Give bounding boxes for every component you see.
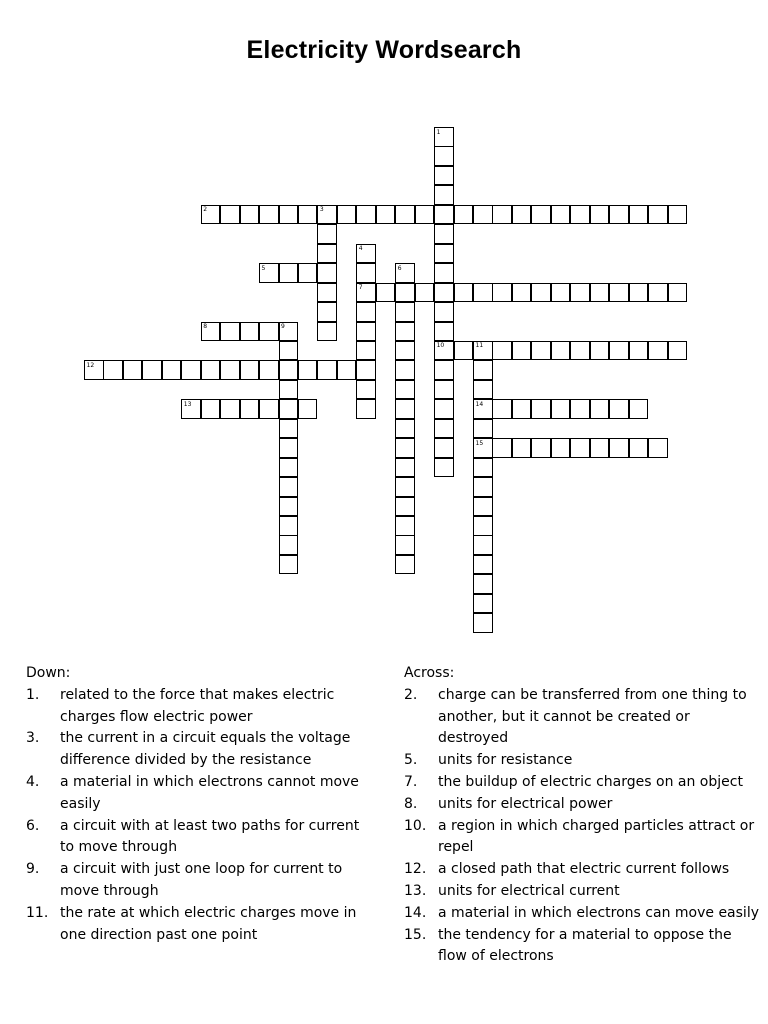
crossword-cell[interactable] xyxy=(512,283,532,303)
crossword-cell[interactable] xyxy=(434,438,454,458)
clue-item xyxy=(26,728,376,772)
clue-number-label: 11 xyxy=(475,342,484,350)
crossword-cell[interactable] xyxy=(434,263,454,283)
crossword-cell[interactable] xyxy=(473,477,493,497)
crossword-cell[interactable] xyxy=(473,574,493,594)
crossword-cell[interactable] xyxy=(395,555,415,575)
crossword-cell[interactable] xyxy=(395,380,415,400)
crossword-cell[interactable] xyxy=(434,399,454,419)
crossword-cell[interactable] xyxy=(240,205,260,225)
crossword-cell[interactable] xyxy=(259,322,279,342)
crossword-cell[interactable] xyxy=(356,263,376,283)
across-clues xyxy=(404,663,759,968)
crossword-cell[interactable] xyxy=(220,205,240,225)
clue-text: a region in which charged particles attract or repel xyxy=(438,817,755,856)
crossword-cell[interactable] xyxy=(356,380,376,400)
crossword-cell[interactable] xyxy=(434,185,454,205)
crossword-cell[interactable] xyxy=(454,283,474,303)
clue-text: a closed path that electric current follows xyxy=(438,861,730,878)
crossword-cell[interactable] xyxy=(629,205,649,225)
clue-item xyxy=(404,881,759,903)
clue-text: a circuit with just one loop for current to move through xyxy=(60,861,343,899)
crossword-cell[interactable] xyxy=(376,205,396,225)
crossword-cell[interactable] xyxy=(570,399,590,419)
crossword-cell[interactable] xyxy=(648,283,668,303)
crossword-cell[interactable] xyxy=(609,205,629,225)
crossword-cell[interactable] xyxy=(609,438,629,458)
crossword-cell[interactable] xyxy=(356,205,376,225)
crossword-cell[interactable] xyxy=(201,399,221,419)
crossword-cell[interactable] xyxy=(570,205,590,225)
crossword-cell[interactable] xyxy=(590,341,610,361)
clue-item xyxy=(404,859,759,881)
crossword-cell[interactable] xyxy=(609,283,629,303)
crossword-cell[interactable] xyxy=(395,399,415,419)
crossword-cell[interactable] xyxy=(356,322,376,342)
crossword-cell[interactable] xyxy=(240,360,260,380)
crossword-cell[interactable] xyxy=(570,283,590,303)
crossword-cell[interactable] xyxy=(590,438,610,458)
crossword-cell[interactable] xyxy=(356,360,376,380)
crossword-cell[interactable] xyxy=(512,438,532,458)
clue-number: 13. xyxy=(404,882,427,899)
crossword-cell[interactable] xyxy=(337,205,357,225)
crossword-cell[interactable] xyxy=(395,322,415,342)
clue-number: 14. xyxy=(404,904,427,921)
crossword-cell[interactable] xyxy=(317,322,337,342)
crossword-cell[interactable] xyxy=(434,380,454,400)
crossword-cell[interactable] xyxy=(512,341,532,361)
crossword-cell[interactable] xyxy=(395,341,415,361)
clue-number: 12. xyxy=(404,861,427,878)
clue-item xyxy=(26,772,376,816)
crossword-cell[interactable] xyxy=(609,399,629,419)
crossword-cell[interactable] xyxy=(356,341,376,361)
clue-number-label: 13 xyxy=(183,400,192,408)
crossword-cell[interactable] xyxy=(240,399,260,419)
crossword-cell[interactable] xyxy=(279,380,299,400)
clue-item xyxy=(26,816,376,860)
crossword-cell[interactable] xyxy=(356,302,376,322)
clue-number-label: 2 xyxy=(203,206,208,214)
crossword-cell[interactable] xyxy=(376,283,396,303)
crossword-cell[interactable] xyxy=(395,283,415,303)
crossword-cell[interactable] xyxy=(473,516,493,536)
crossword-cell[interactable] xyxy=(473,419,493,439)
clue-number-label: 7 xyxy=(358,284,363,292)
clue-text: a material in which electrons can move easily xyxy=(438,904,759,921)
crossword-cell[interactable] xyxy=(551,283,571,303)
crossword-cell[interactable] xyxy=(609,341,629,361)
crossword-cell[interactable] xyxy=(279,205,299,225)
crossword-cell[interactable] xyxy=(220,360,240,380)
crossword-cell[interactable] xyxy=(648,205,668,225)
clue-text: a circuit with at least two paths for current to move through xyxy=(60,817,360,856)
crossword-cell[interactable] xyxy=(220,399,240,419)
crossword-cell[interactable] xyxy=(395,360,415,380)
clue-number: 5. xyxy=(404,752,418,769)
crossword-cell[interactable] xyxy=(279,535,299,555)
clue-text: the buildup of electric charges on an object xyxy=(438,773,743,790)
crossword-cell[interactable] xyxy=(415,205,435,225)
crossword-cell[interactable] xyxy=(259,205,279,225)
clue-number-label: 6 xyxy=(397,264,402,272)
crossword-cell[interactable] xyxy=(570,438,590,458)
crossword-cell[interactable] xyxy=(454,341,474,361)
crossword-cell[interactable] xyxy=(590,205,610,225)
crossword-cell[interactable] xyxy=(512,205,532,225)
crossword-cell[interactable] xyxy=(317,360,337,380)
crossword-cell[interactable] xyxy=(415,283,435,303)
clue-number-label: 3 xyxy=(319,206,324,214)
crossword-cell[interactable] xyxy=(220,322,240,342)
crossword-cell[interactable] xyxy=(201,360,221,380)
clue-number-label: 15 xyxy=(475,439,484,447)
clue-number-label: 14 xyxy=(475,400,484,408)
crossword-cell[interactable] xyxy=(531,438,551,458)
clue-text: the rate at which electric charges move in one direction past one point xyxy=(60,904,357,943)
across-heading: Across: xyxy=(404,665,455,681)
crossword-cell[interactable] xyxy=(298,263,318,283)
crossword-cell[interactable] xyxy=(629,341,649,361)
crossword-cell[interactable] xyxy=(531,283,551,303)
crossword-cell[interactable] xyxy=(473,380,493,400)
crossword-cell[interactable] xyxy=(279,438,299,458)
down-heading: Down: xyxy=(26,665,71,681)
crossword-cell[interactable] xyxy=(454,205,474,225)
clue-item xyxy=(404,685,759,750)
clue-number-label: 4 xyxy=(358,245,363,253)
crossword-cell[interactable] xyxy=(531,341,551,361)
clue-number-label: 10 xyxy=(436,342,445,350)
crossword-cell[interactable] xyxy=(395,477,415,497)
clue-item xyxy=(26,685,376,729)
crossword-cell[interactable] xyxy=(103,360,123,380)
clue-text: a material in which electrons cannot move easily xyxy=(60,773,359,812)
down-clues xyxy=(26,663,376,946)
clue-item xyxy=(404,750,759,772)
clue-item xyxy=(26,859,376,903)
crossword-cell[interactable] xyxy=(162,360,182,380)
crossword-cell[interactable] xyxy=(473,360,493,380)
crossword-cell[interactable] xyxy=(356,399,376,419)
crossword-cell[interactable] xyxy=(279,360,299,380)
crossword-cell[interactable] xyxy=(512,399,532,419)
crossword-cell[interactable] xyxy=(395,419,415,439)
crossword-cell[interactable] xyxy=(668,341,688,361)
crossword-cell[interactable] xyxy=(395,302,415,322)
clue-number-label: 12 xyxy=(86,361,95,369)
crossword-cell[interactable] xyxy=(123,360,143,380)
clue-number: 10. xyxy=(404,817,427,834)
crossword-cell[interactable] xyxy=(492,205,512,225)
crossword-cell[interactable] xyxy=(473,613,493,633)
clue-text: units for electrical current xyxy=(438,882,620,899)
crossword-cell[interactable] xyxy=(668,283,688,303)
clue-item xyxy=(404,903,759,925)
crossword-cell[interactable] xyxy=(142,360,162,380)
crossword-cell[interactable] xyxy=(473,458,493,478)
crossword-cell[interactable] xyxy=(317,244,337,264)
clue-item xyxy=(26,903,376,947)
crossword-cell[interactable] xyxy=(395,438,415,458)
clue-text: related to the force that makes electric charges flow electric power xyxy=(60,686,335,725)
crossword-cell[interactable] xyxy=(473,535,493,555)
crossword-cell[interactable] xyxy=(240,322,260,342)
crossword-cell[interactable] xyxy=(259,399,279,419)
crossword-cell[interactable] xyxy=(298,399,318,419)
clue-number: 1. xyxy=(26,686,40,703)
crossword-cell[interactable] xyxy=(551,205,571,225)
page-title: Electricity Wordsearch xyxy=(246,36,522,64)
clue-item xyxy=(404,794,759,816)
crossword-cell[interactable] xyxy=(317,302,337,322)
crossword-cell[interactable] xyxy=(648,438,668,458)
crossword-cell[interactable] xyxy=(337,360,357,380)
crossword-cell[interactable] xyxy=(434,283,454,303)
crossword-cell[interactable] xyxy=(181,360,201,380)
clue-number: 4. xyxy=(26,773,40,790)
crossword-cell[interactable] xyxy=(473,283,493,303)
clue-text: units for electrical power xyxy=(438,795,613,812)
crossword-cell[interactable] xyxy=(434,458,454,478)
crossword-cell[interactable] xyxy=(473,594,493,614)
crossword-cell[interactable] xyxy=(492,438,512,458)
crossword-cell[interactable] xyxy=(317,263,337,283)
crossword-cell[interactable] xyxy=(279,341,299,361)
clue-item xyxy=(404,816,759,860)
clue-number-label: 8 xyxy=(203,323,208,330)
clue-number: 11. xyxy=(26,904,49,921)
crossword-cell[interactable] xyxy=(317,283,337,303)
crossword-cell[interactable] xyxy=(279,477,299,497)
crossword-cell[interactable] xyxy=(434,322,454,342)
clue-number-label: 1 xyxy=(436,128,441,136)
crossword-cell[interactable] xyxy=(298,360,318,380)
clue-item xyxy=(404,925,759,969)
crossword-cell[interactable] xyxy=(531,205,551,225)
crossword-cell[interactable] xyxy=(434,302,454,322)
clue-number: 7. xyxy=(404,773,418,790)
crossword-cell[interactable] xyxy=(395,205,415,225)
crossword-cell[interactable] xyxy=(648,341,668,361)
crossword-cell[interactable] xyxy=(434,244,454,264)
crossword-cell[interactable] xyxy=(395,497,415,517)
clue-number: 15. xyxy=(404,926,427,943)
crossword-cell[interactable] xyxy=(317,224,337,244)
clue-number: 6. xyxy=(26,817,40,834)
crossword-cell[interactable] xyxy=(298,205,318,225)
crossword-cell[interactable] xyxy=(531,399,551,419)
crossword-cell[interactable] xyxy=(551,438,571,458)
crossword-cell[interactable] xyxy=(279,516,299,536)
clue-text: units for resistance xyxy=(438,752,573,769)
clue-number: 9. xyxy=(26,861,40,878)
clue-number: 3. xyxy=(26,730,40,747)
crossword-cell[interactable] xyxy=(259,360,279,380)
crossword-cell[interactable] xyxy=(395,458,415,478)
crossword-cell[interactable] xyxy=(434,166,454,186)
crossword-cell[interactable] xyxy=(551,399,571,419)
crossword-cell[interactable] xyxy=(473,555,493,575)
crossword-cell[interactable] xyxy=(590,283,610,303)
crossword-cell[interactable] xyxy=(473,497,493,517)
crossword-cell[interactable] xyxy=(629,399,649,419)
crossword-cell[interactable] xyxy=(434,224,454,244)
clue-number: 8. xyxy=(404,795,418,812)
clue-text: the current in a circuit equals the voltage difference divided by the resistance xyxy=(60,730,351,769)
clue-text: charge can be transferred from one thing to another, but it cannot be created or destroyed xyxy=(438,686,747,747)
crossword-cell[interactable] xyxy=(473,205,493,225)
crossword-cell[interactable] xyxy=(590,399,610,419)
crossword-cell[interactable] xyxy=(570,341,590,361)
crossword-cell[interactable] xyxy=(492,341,512,361)
crossword-cell[interactable] xyxy=(629,438,649,458)
crossword-cell[interactable] xyxy=(434,205,454,225)
crossword-cell[interactable] xyxy=(279,399,299,419)
crossword-cell[interactable] xyxy=(492,399,512,419)
crossword-cell[interactable] xyxy=(395,516,415,536)
clue-item xyxy=(404,772,759,794)
clue-number-label: 9 xyxy=(281,323,285,330)
crossword-cell[interactable] xyxy=(434,360,454,380)
crossword-cell[interactable] xyxy=(629,283,649,303)
crossword-cell[interactable] xyxy=(492,283,512,303)
crossword-cell[interactable] xyxy=(395,535,415,555)
crossword-cell[interactable] xyxy=(279,263,299,283)
clue-number: 2. xyxy=(404,686,418,703)
crossword-cell[interactable] xyxy=(279,497,299,517)
crossword-cell[interactable] xyxy=(434,419,454,439)
crossword-cell[interactable] xyxy=(279,458,299,478)
clue-number-label: 5 xyxy=(261,264,266,272)
crossword-cell[interactable] xyxy=(279,419,299,439)
crossword-cell[interactable] xyxy=(434,146,454,166)
crossword-cell[interactable] xyxy=(551,341,571,361)
crossword-cell[interactable] xyxy=(279,555,299,575)
crossword-cell[interactable] xyxy=(668,205,688,225)
clue-text: the tendency for a material to oppose the flow of electrons xyxy=(438,926,732,965)
